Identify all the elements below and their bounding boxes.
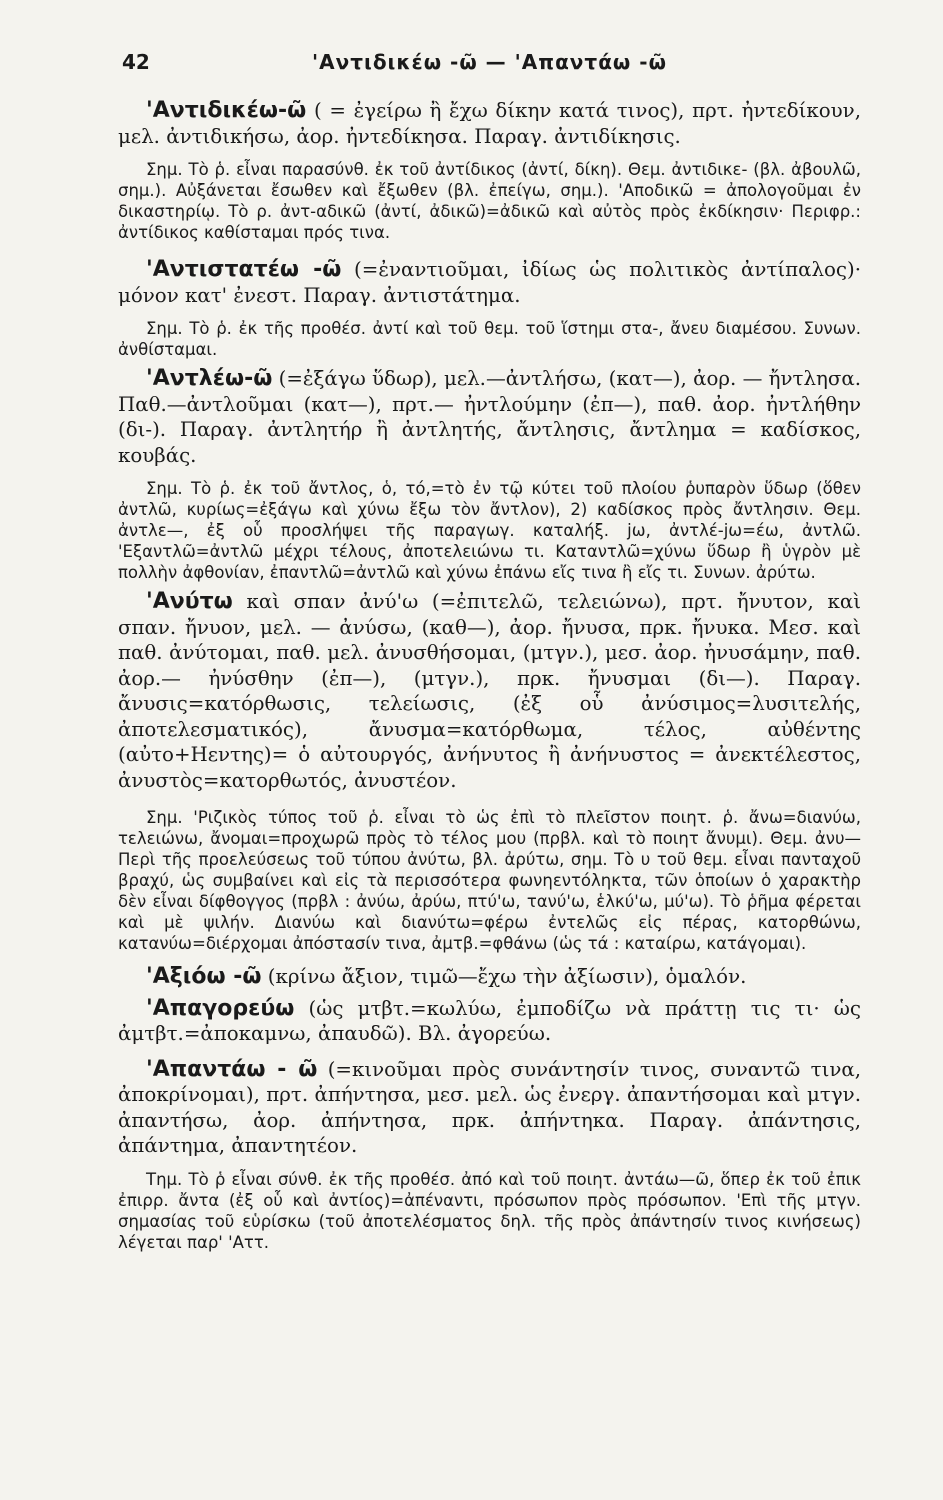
headword: 'Αξιόω -ῶ xyxy=(146,964,262,989)
page-number: 42 xyxy=(122,50,150,74)
entry-text: ( = ἐγείρω ἢ ἔχω δίκην κατά τινος), πρτ. ἠντεδίκουν, μελ. ἀντιδικήσω, ἀορ. ἠντεδίκησα. Παραγ. ἀντιδίκησις. xyxy=(118,99,861,148)
headword: 'Απαντάω - ῶ xyxy=(146,1056,318,1082)
entry-text: (=ἐξάγω ὕδωρ), μελ.—ἀντλήσω, (κατ—), ἀορ. — ἤντλησα. Παθ.—ἀντλοῦμαι (κατ—), πρτ.— ἠντλούμην (ἐπ—), παθ. ἀορ. ἠντλήθην (δι-). Παραγ. ἀντλητήρ ἢ ἀντλητής, ἄντλησις, ἄντλημα = καδίσκος, κουβάς. xyxy=(118,367,862,467)
entry-note: Τημ. Τὸ ῥ εἶναι σύνθ. ἐκ τῆς προθέσ. ἀπό καὶ τοῦ ποιητ. ἀντάω—ῶ, ὅπερ ἐκ τοῦ ἐπικ ἐπιρρ. ἄντα (ἐξ οὗ καὶ ἀντίος)=ἀπέναντι, πρόσωπον πρὸς πρόσωπον. 'Επὶ τῆς μτγν. σημασίας τοῦ εὑρίσκω (τοῦ ἀποτελέσματος δηλ. τῆς πρὸς ἀπάντησίν τινος κινήσεως) λέγεται παρ' 'Αττ. xyxy=(118,1169,861,1252)
headword: 'Αντιστατέω -ῶ xyxy=(146,257,342,282)
entry-text: (ὡς μτβτ.=κωλύω, ἐμποδίζω νὰ πράττῃ τις τι· ὡς ἀμτβτ.=ἀποκαμνω, ἀπαυδῶ). Βλ. ἀγορεύω. xyxy=(118,996,861,1045)
entry-note: Σημ. 'Ριζικὸς τύπος τοῦ ῥ. εἶναι τὸ ὡς ἐπὶ τὸ πλεῖστον ποιητ. ῥ. ἄνω=διανύω, τελειώνω, ἄνομαι=προχωρῶ πρὸς τὸ τέλος μου (πρβλ. καὶ τὸ ποιητ ἄνυμι). Θεμ. ἀνυ— Περὶ τῆς προελεύσεως τοῦ τύπου ἀνύτω, βλ. ἀρύτω, σημ. Τὸ υ τοῦ θεμ. εἶναι πανταχοῦ βραχύ, ὡς συμβαίνει καὶ εἰς τὰ περισσότερα φωνηεντόληκτα, τῶν ὁποίων ὁ χαρακτὴρ δὲν εἶναι δίφθογγος (πρβλ : ἀνύω, ἀρύω, πτύ'ω, τανύ'ω, ἑλκύ'ω, μύ'ω). Τὸ ῥῆμα φέρεται καὶ μὲ ψιλήν. Διανύω καὶ διανύτω=φέρω ἐντελῶς εἰς πέρας, κατορθώνω, κατανύω=διέρχομαι ἀπόστασίν τινα, ἀμτβ.=φθάνω (ὡς τά : καταίρω, κατάγομαι). xyxy=(118,808,861,953)
entry-apagoreuo xyxy=(118,996,861,1047)
page-header xyxy=(118,40,861,84)
entry-text: καὶ σπαν ἀνύ'ω (=ἐπιτελῶ, τελειώνω), πρτ. ἤνυτον, καὶ σπαν. ἤνυον, μελ. — ἀνύσω, (καθ—), ἀορ. ἤνυσα, πρκ. ἤνυκα. Μεσ. καὶ παθ. ἀνύτομαι, παθ. μελ. ἀνυσθήσομαι, (μτγν.), μεσ. ἀορ. ἠνυσάμην, παθ. ἀορ.— ἠνύσθην (ἐπ—), (μτγν.), πρκ. ἤνυσμαι (δι—). Παραγ. ἄνυσις=κατόρθωσις, τελείωσις, (ἐξ οὗ ἀνύσιμος=λυσιτελής, ἀποτελεσματικός), ἄνυσμα=κατόρθωμα, τέλος, αὐθέντης (αὐτο+Ηεντης)= ὁ αὐτουργός, ἀνήνυτος ἢ ἀνήνυστος = ἀνεκτέλεστος, ἀνυστὸς=κατορθωτός, ἀνυστέον. xyxy=(118,590,861,792)
running-title: 'Αντιδικέω -ῶ — 'Απαντάω -ῶ xyxy=(312,50,667,74)
entry-note: Σημ. Τὸ ῥ. εἶναι παρασύνθ. ἐκ τοῦ ἀντίδικος (ἀντί, δίκη). Θεμ. ἀντιδικε- (βλ. ἀβουλῶ, σημ.). Αὐξάνεται ἔσωθεν καὶ ἔξωθεν (βλ. ἐπείγω, σημ.). 'Αποδικῶ = ἀπολογοῦμαι ἐν δικαστηρίῳ. Τὸ ρ. ἀντ-αδικῶ (ἀντί, ἀδικῶ)=ἀδικῶ καὶ αὐτὸς πρὸς ἐκδίκησιν· Περιφρ.: ἀντίδικος καθίσταμαι πρός τινα. xyxy=(118,160,861,242)
entry-text: (=ἐναντιοῦμαι, ἰδίως ὡς πολιτικὸς ἀντίπαλος)· μόνον κατ' ἐνεστ. Παραγ. ἀντιστάτημα. xyxy=(118,258,861,307)
entry-text: (κρίνω ἄξιον, τιμῶ—ἔχω τὴν ἀξίωσιν), ὁμαλόν. xyxy=(267,965,747,988)
headword: 'Αντιδικέω-ῶ xyxy=(146,98,307,123)
headword: 'Απαγορεύω xyxy=(146,995,295,1021)
entry-axioo xyxy=(118,964,861,990)
entry-antleo xyxy=(118,366,861,468)
entry-text: (=κινοῦμαι πρὸς συνάντησίν τινος, συναντῶ τινα, ἀποκρίνομαι), πρτ. ἀπήντησα, μεσ. μελ. ὡς ἐνεργ. ἀπαντήσομαι καὶ μτγν. ἀπαντήσω, ἀορ. ἀπήντησα, πρκ. ἀπήντηκα. Παραγ. ἀπάντησις, ἀπάντημα, ἀπαντητέον. xyxy=(118,1057,861,1157)
entry-note: Σημ. Τὸ ῥ. ἐκ τῆς προθέσ. ἀντί καὶ τοῦ θεμ. τοῦ ἵστημι στα-, ἄνευ διαμέσου. Συνων. ἀνθίσταμαι. xyxy=(118,319,861,359)
entry-antistateo xyxy=(118,257,861,308)
entry-apantao xyxy=(118,1057,861,1159)
entry-note: Σημ. Τὸ ῥ. ἐκ τοῦ ἄντλος, ὁ, τό,=τὸ ἐν τῷ κύτει τοῦ πλοίου ῥυπαρὸν ὕδωρ (ὅθεν ἀντλῶ, κυρίως=ἐξάγω καὶ χύνω ἔξω τὸν ἄντλον), 2) καδίσκος πρὸς ἄντλησιν. Θεμ. ἀντλε—, ἐξ οὗ προσλήψει τῆς παραγωγ. καταλήξ. jω, ἀντλέ-jω=έω, ἀντλῶ. 'Εξαντλῶ=ἀντλῶ μέχρι τέλους, ἀποτελειώνω τι. Καταντλῶ=χύνω ὕδωρ ἢ ὑγρὸν μὲ πολλὴν ἀφθονίαν, ἐπαντλῶ=ἀντλῶ καὶ χύνω ἐπάνω εἴς τινα ἢ εἴς τι. Συνων. ἀρύτω. xyxy=(118,479,861,582)
entry-anyto xyxy=(118,589,861,793)
headword: 'Ανύτω xyxy=(146,589,233,614)
entry-antidikeo xyxy=(118,98,861,149)
headword: 'Αντλέω-ῶ xyxy=(146,366,273,391)
